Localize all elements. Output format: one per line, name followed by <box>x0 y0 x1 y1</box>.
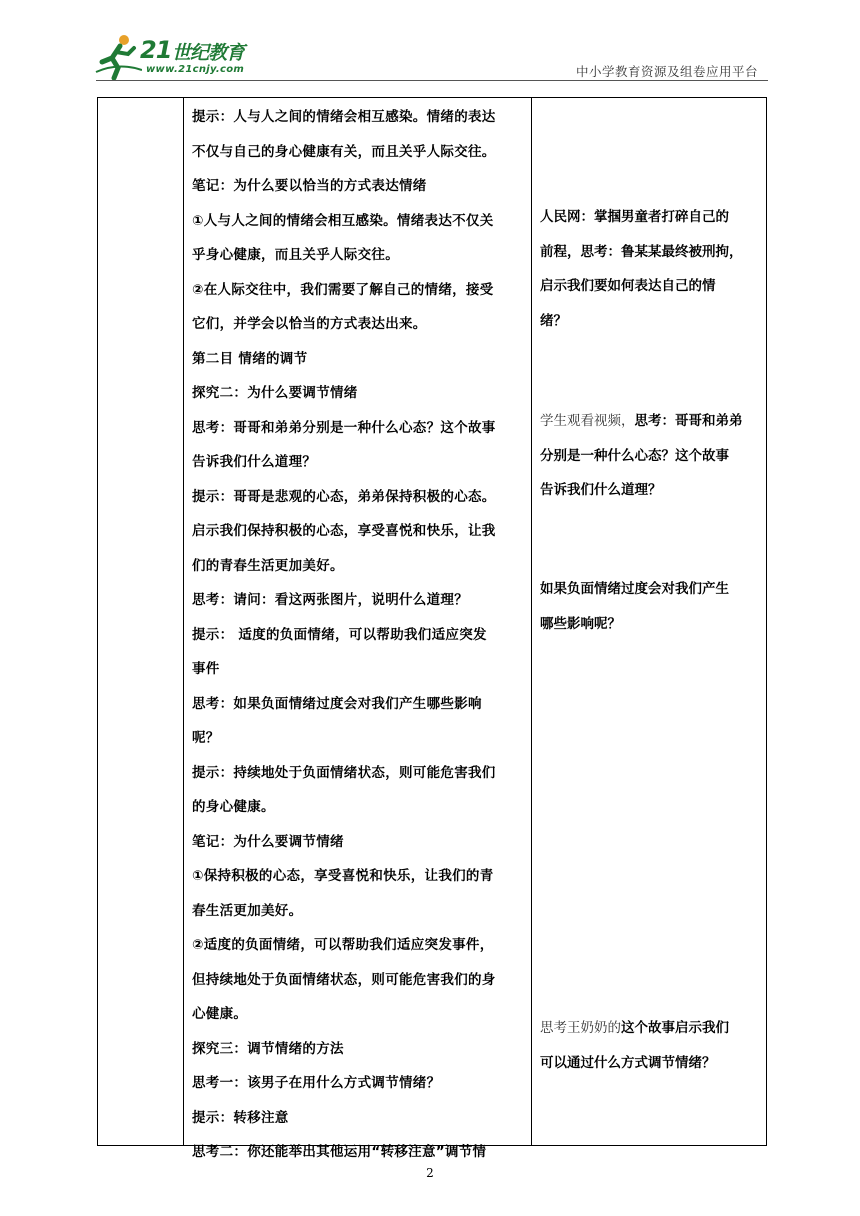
header-divider <box>96 80 768 81</box>
content-line: 思考二：你还能举出其他运用“转移注意”调节情 <box>192 1144 487 1160</box>
content-line: 提示：持续地处于负面情绪状态，则可能危害我们 <box>192 764 496 781</box>
activity-line <box>540 404 762 439</box>
content-line: 提示：人与人之间的情绪会相互感染。情绪的表达 <box>192 109 496 125</box>
content-line: ①人与人之间的情绪会相互感染。情绪表达不仅关 <box>192 212 494 229</box>
content-line: 提示： 适度的负面情绪，可以帮助我们适应突发 <box>192 626 487 643</box>
page-number: 2 <box>426 1166 434 1180</box>
activity-line <box>540 1011 762 1046</box>
logo-number: 21 <box>140 36 172 64</box>
logo-url: www.21cnjy.com <box>146 64 245 75</box>
content-line: 提示：哥哥是悲观的心态，弟弟保持积极的心态。 <box>192 488 496 505</box>
content-line: ②适度的负面情绪，可以帮助我们适应突发事件， <box>192 937 494 953</box>
runner-logo-icon <box>94 32 142 80</box>
activity-block-3 <box>540 572 762 641</box>
content-line: 探究三：调节情绪的方法 <box>192 1040 344 1057</box>
platform-name: 中小学教育资源及组卷应用平台 <box>575 64 758 79</box>
activity-lead: 思考王奶奶的 <box>540 1020 621 1036</box>
content-line: ②在人际交往中，我们需要了解自己的情绪，接受 <box>192 281 494 298</box>
activity-block-2 <box>540 404 762 508</box>
activity-line: 分别是一种什么心态？这个故事 <box>540 447 729 464</box>
content-line: 但持续地处于负面情绪状态，则可能危害我们的身 <box>192 971 496 988</box>
activity-line: 哪些影响呢？ <box>540 615 621 632</box>
content-line: 事件 <box>192 661 220 677</box>
lesson-table <box>97 97 767 1160</box>
activity-text: 思考：哥哥和弟弟 <box>634 413 743 429</box>
activity-line: 绪？ <box>540 312 567 329</box>
content-line: 笔记：为什么要以恰当的方式表达情绪 <box>192 178 427 194</box>
content-line: 笔记：为什么要调节情绪 <box>192 833 344 850</box>
activity-block-1 <box>540 200 762 338</box>
content-line: 它们，并学会以恰当的方式表达出来。 <box>192 316 427 332</box>
activity-line: 可以通过什么方式调节情绪？ <box>540 1054 716 1071</box>
activity-line: 前程，思考：鲁某某最终被刑拘， <box>540 243 743 260</box>
activity-text: 这个故事启示我们 <box>621 1020 729 1036</box>
activity-line: 人民网：掌掴男童者打碎自己的 <box>540 209 729 225</box>
section-heading: 第二目 情绪的调节 <box>192 350 308 367</box>
logo-text: 世纪教育 <box>172 42 245 64</box>
teaching-content-column <box>192 100 528 1170</box>
activity-block-4 <box>540 1011 762 1080</box>
content-line: 的身心健康。 <box>192 799 275 815</box>
content-line: 思考：哥哥和弟弟分别是一种什么心态？这个故事 <box>192 419 496 436</box>
page-header <box>0 0 860 90</box>
activity-line: 如果负面情绪过度会对我们产生 <box>540 581 729 597</box>
column-divider-1 <box>183 98 184 1145</box>
content-line: 不仅与自己的身心健康有关，而且关乎人际交往。 <box>192 143 496 160</box>
site-logo <box>94 32 264 80</box>
content-line: 告诉我们什么道理？ <box>192 454 317 470</box>
content-line: 们的青春生活更加美好。 <box>192 557 344 574</box>
content-line: 思考一：该男子在用什么方式调节情绪？ <box>192 1075 441 1091</box>
content-line: 乎身心健康，而且关乎人际交往。 <box>192 247 399 263</box>
content-line: ①保持积极的心态，享受喜悦和快乐，让我们的青 <box>192 868 494 884</box>
activity-lead: 学生观看视频， <box>540 413 635 429</box>
content-line: 探究二：为什么要调节情绪 <box>192 385 358 401</box>
activity-line: 启示我们要如何表达自己的情 <box>540 278 716 294</box>
content-line: 思考：如果负面情绪过度会对我们产生哪些影响 <box>192 695 482 712</box>
content-line: 呢？ <box>192 730 220 746</box>
content-line: 思考：请问：看这两张图片，说明什么道理？ <box>192 592 468 608</box>
content-line: 春生活更加美好。 <box>192 902 303 919</box>
activity-line: 告诉我们什么道理？ <box>540 482 662 498</box>
content-line: 心健康。 <box>192 1006 248 1022</box>
content-line: 启示我们保持积极的心态，享受喜悦和快乐，让我 <box>192 523 496 539</box>
column-divider-2 <box>531 98 532 1145</box>
content-line: 提示：转移注意 <box>192 1109 289 1126</box>
